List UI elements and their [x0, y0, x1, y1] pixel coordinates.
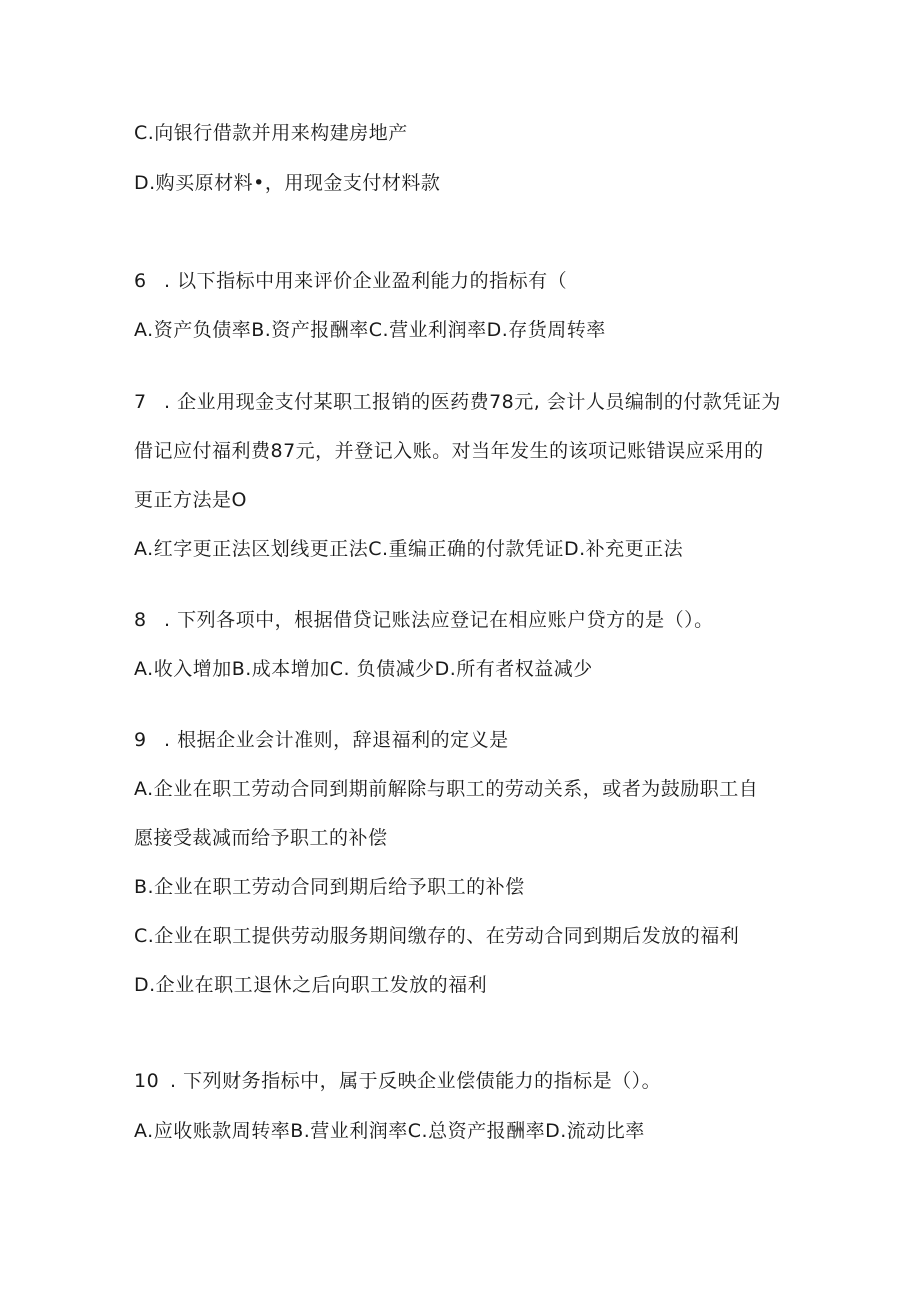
question-6-options: A.资产负债率B.资产报酬率C.营业利润率D.存货周转率 — [134, 319, 606, 341]
question-7-number: 7 — [134, 391, 147, 413]
question-9-option-d: D.企业在职工退休之后向职工发放的福利 — [134, 974, 488, 996]
question-7-stem-line3: 更正方法是O — [134, 489, 247, 511]
question-8-number: 8 — [134, 609, 147, 631]
question-8-text: . 下列各项中，根据借贷记账法应登记在相应账户贷方的是（）。 — [164, 609, 714, 631]
q5-option-d: D.购买原材料•，用现金支付材料款 — [134, 172, 441, 194]
question-7-text: . 企业用现金支付某职工报销的医药费78元, 会计人员编制的付款凭证为 — [164, 391, 781, 413]
question-10-number: 10 — [134, 1070, 160, 1092]
question-7-stem-line1 — [134, 389, 781, 415]
question-9-option-a-line2: 愿接受裁减而给予职工的补偿 — [134, 827, 388, 849]
question-10-text: . 下列财务指标中，属于反映企业偿债能力的指标是（）。 — [170, 1070, 662, 1092]
question-9-number: 9 — [134, 729, 147, 751]
question-8-stem — [134, 607, 714, 633]
question-9-option-c: C.企业在职工提供劳动服务期间缴存的、在劳动合同到期后发放的福利 — [134, 925, 740, 947]
question-9-option-b: B.企业在职工劳动合同到期后给予职工的补偿 — [134, 876, 525, 898]
question-6-text: . 以下指标中用来评价企业盈利能力的指标有（ — [164, 270, 568, 292]
question-6-stem — [134, 268, 567, 294]
question-9-option-a-line1: A.企业在职工劳动合同到期前解除与职工的劳动关系，或者为鼓励职工自 — [134, 778, 759, 800]
question-6-number: 6 — [134, 270, 147, 292]
question-9-stem — [134, 727, 509, 753]
q5-option-c: C.向银行借款并用来构建房地产 — [134, 122, 408, 144]
question-9-text: . 根据企业会计准则，辞退福利的定义是 — [164, 729, 509, 751]
question-7-options: A.红字更正法区划线更正法C.重编正确的付款凭证D.补充更正法 — [134, 538, 684, 560]
question-10-stem — [134, 1068, 661, 1094]
question-7-stem-line2: 借记应付福利费87元，并登记入账。对当年发生的该项记账错误应采用的 — [134, 440, 764, 462]
question-10-options: A.应收账款周转率B.营业利润率C.总资产报酬率D.流动比率 — [134, 1120, 645, 1142]
question-8-options: A.收入增加B.成本增加C. 负债减少D.所有者权益减少 — [134, 658, 593, 680]
